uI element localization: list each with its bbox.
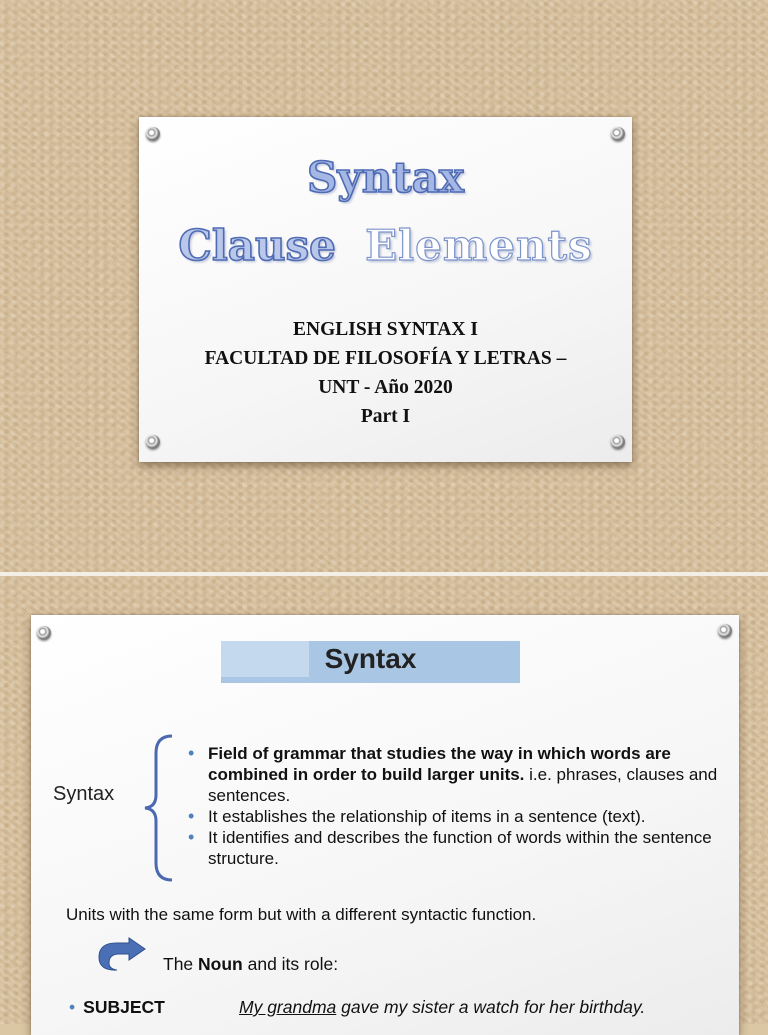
slide-heading: Syntax xyxy=(324,643,417,674)
slide-subtitle xyxy=(139,315,632,431)
subject-example: My grandma gave my sister a watch for her birthday. xyxy=(239,997,646,1017)
definition-list xyxy=(179,743,729,869)
subtitle-line: UNT - Año 2020 xyxy=(318,377,453,398)
slide-title-line2 xyxy=(139,221,632,270)
pin-icon xyxy=(718,624,732,638)
subtitle-line: ENGLISH SYNTAX I xyxy=(293,319,478,340)
subtitle-line: Part I xyxy=(360,406,411,427)
side-label: Syntax xyxy=(53,783,115,805)
list-item: • Field of grammar that studies the way in which words are combined in order to build larger units. i.e. phrases, clauses and sentences. xyxy=(179,743,729,806)
pin-icon xyxy=(37,626,51,640)
left-brace-icon xyxy=(142,733,178,883)
content-slide xyxy=(31,615,739,1035)
heading-bar xyxy=(221,641,520,683)
list-item: • It identifies and describes the function of words within the sentence structure. xyxy=(179,827,729,869)
curved-arrow-icon xyxy=(95,937,151,973)
units-sentence: Units with the same form but with a different syntactic function. xyxy=(66,905,537,924)
title-word-elements: Elements xyxy=(365,221,593,270)
bullet-icon: • xyxy=(69,997,76,1017)
list-item: • It establishes the relationship of items in a sentence (text). xyxy=(179,806,729,827)
pin-icon xyxy=(146,435,160,449)
pin-icon xyxy=(146,127,160,141)
subject-label: SUBJECT xyxy=(83,997,165,1017)
subtitle-line: FACULTAD DE FILOSOFÍA Y LETRAS – xyxy=(204,348,567,369)
pin-icon xyxy=(611,435,625,449)
pin-icon xyxy=(611,127,625,141)
title-word-clause: Clause xyxy=(178,221,336,270)
noun-role-line: The Noun and its role: xyxy=(163,954,339,974)
slide-title-line1: Syntax xyxy=(307,153,464,202)
title-slide xyxy=(139,117,632,462)
subject-example-row xyxy=(69,997,739,1018)
